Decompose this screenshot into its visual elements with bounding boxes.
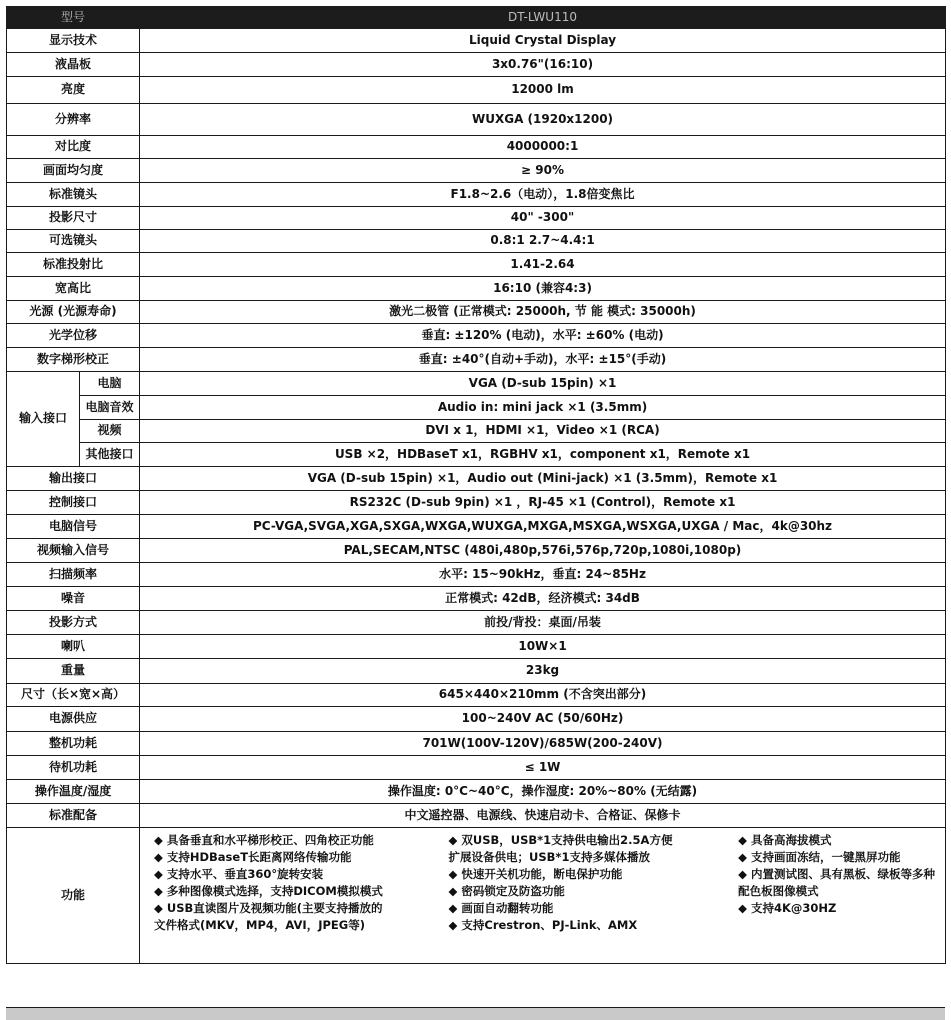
spec-label: 控制接口	[7, 491, 140, 515]
spec-label: 分辨率	[7, 104, 140, 136]
spec-label: 标准投射比	[7, 253, 140, 277]
features-row	[7, 828, 946, 964]
spec-value: 垂直: ±120% (电动)，水平: ±60% (电动)	[140, 324, 946, 348]
features-columns	[144, 828, 941, 934]
spec-value: ≥ 90%	[140, 159, 946, 183]
feature-item: ◆ 支持HDBaseT长距离网络传输功能	[154, 850, 352, 864]
spec-value: 10W×1	[140, 635, 946, 659]
spec-label: 亮度	[7, 77, 140, 104]
spec-label: 喇叭	[7, 635, 140, 659]
spec-row	[7, 301, 946, 324]
spec-value: PAL,SECAM,NTSC (480i,480p,576i,576p,720p,1080i,1080p)	[140, 539, 946, 563]
spec-label: 数字梯形校正	[7, 348, 140, 372]
feature-item: ◆ 具备高海拔模式	[738, 833, 832, 847]
feature-item: ◆ 画面自动翻转功能	[448, 901, 554, 915]
spec-label: 扫描频率	[7, 563, 140, 587]
spec-value: 水平: 15~90kHz，垂直: 24~85Hz	[140, 563, 946, 587]
spec-row	[7, 104, 946, 136]
spec-row	[7, 183, 946, 207]
header-label: 型号	[7, 7, 140, 29]
spec-value: VGA (D-sub 15pin) ×1，Audio out (Mini-jack) ×1 (3.5mm)，Remote x1	[140, 467, 946, 491]
spec-value: WUXGA (1920x1200)	[140, 104, 946, 136]
spec-row	[7, 659, 946, 684]
spec-label: 可选镜头	[7, 230, 140, 253]
spec-value: 701W(100V-120V)/685W(200-240V)	[140, 732, 946, 756]
spec-value: 操作温度: 0°C~40°C，操作湿度: 20%~80% (无结露)	[140, 780, 946, 804]
spec-label: 液晶板	[7, 53, 140, 77]
input-row	[7, 396, 946, 420]
spec-row	[7, 732, 946, 756]
input-value: USB ×2，HDBaseT x1，RGBHV x1，component x1，Remote x1	[140, 443, 946, 467]
input-value: Audio in: mini jack ×1 (3.5mm)	[140, 396, 946, 420]
spec-row	[7, 77, 946, 104]
footer-bar	[6, 1007, 945, 1020]
spec-row	[7, 277, 946, 301]
spec-label: 视频输入信号	[7, 539, 140, 563]
spec-value: ≤ 1W	[140, 756, 946, 780]
spec-value: 40" -300"	[140, 207, 946, 230]
spec-value: 正常模式: 42dB，经济模式: 34dB	[140, 587, 946, 611]
features-col2	[449, 832, 673, 934]
feature-item: ◆ 具备垂直和水平梯形校正、四角校正功能	[154, 833, 374, 847]
spec-label: 画面均匀度	[7, 159, 140, 183]
feature-item: ◆ 支持水平、垂直360°旋转安装	[154, 867, 324, 881]
spec-row	[7, 756, 946, 780]
feature-item: ◆ 支持4K@30HZ	[738, 901, 837, 915]
model-name: DT-LWU110	[140, 7, 946, 29]
input-sub-label: 电脑音效	[80, 396, 140, 420]
spec-value: 16:10 (兼容4:3)	[140, 277, 946, 301]
spec-value: 4000000:1	[140, 136, 946, 159]
spec-label: 显示技术	[7, 29, 140, 53]
feature-item: ◆ 支持Crestron、PJ-Link、AMX	[448, 918, 638, 932]
spec-row	[7, 635, 946, 659]
spec-row	[7, 230, 946, 253]
spec-row	[7, 324, 946, 348]
feature-item: 文件格式(MKV，MP4，AVI，JPEG等)	[154, 918, 365, 932]
spec-row	[7, 136, 946, 159]
spec-value: 垂直: ±40°(自动+手动)，水平: ±15°(手动)	[140, 348, 946, 372]
spec-label: 待机功耗	[7, 756, 140, 780]
spec-label: 输出接口	[7, 467, 140, 491]
feature-item: ◆ 快速开关机功能，断电保护功能	[448, 867, 623, 881]
spec-row	[7, 159, 946, 183]
feature-item: 配色板图像模式	[738, 884, 819, 898]
spec-value: RS232C (D-sub 9pin) ×1 ，RJ-45 ×1 (Control)，Remote x1	[140, 491, 946, 515]
spec-value: 激光二极管 (正常模式: 25000h, 节 能 模式: 35000h)	[140, 301, 946, 324]
spec-value: 23kg	[140, 659, 946, 684]
spec-value: 100~240V AC (50/60Hz)	[140, 707, 946, 732]
spec-row	[7, 611, 946, 635]
spec-value: 645×440×210mm (不含突出部分)	[140, 684, 946, 707]
spec-value: 12000 lm	[140, 77, 946, 104]
spec-label: 尺寸（长×宽×高）	[7, 684, 140, 707]
input-value: DVI x 1，HDMI ×1，Video ×1 (RCA)	[140, 420, 946, 443]
header-row	[7, 7, 946, 29]
spec-row	[7, 563, 946, 587]
spec-label: 宽高比	[7, 277, 140, 301]
spec-label: 投影尺寸	[7, 207, 140, 230]
input-row	[7, 420, 946, 443]
spec-label: 光源 (光源寿命)	[7, 301, 140, 324]
spec-label: 光学位移	[7, 324, 140, 348]
feature-item: ◆ 双USB，USB*1支持供电输出2.5A方便	[448, 833, 673, 847]
feature-item: ◆ 多种图像模式选择，支持DICOM模拟模式	[154, 884, 383, 898]
spec-value: 中文遥控器、电源线、快速启动卡、合格证、保修卡	[140, 804, 946, 828]
input-sub-label: 视频	[80, 420, 140, 443]
spec-label: 对比度	[7, 136, 140, 159]
features-col3	[738, 832, 935, 934]
spec-label: 噪音	[7, 587, 140, 611]
spec-label: 操作温度/湿度	[7, 780, 140, 804]
input-sub-label: 其他接口	[80, 443, 140, 467]
spec-row	[7, 207, 946, 230]
spec-row	[7, 53, 946, 77]
feature-item: ◆ 密码锁定及防盗功能	[448, 884, 565, 898]
spec-value: 1.41-2.64	[140, 253, 946, 277]
input-value: VGA (D-sub 15pin) ×1	[140, 372, 946, 396]
spec-row	[7, 515, 946, 539]
spec-label: 投影方式	[7, 611, 140, 635]
spec-value: Liquid Crystal Display	[140, 29, 946, 53]
input-row	[7, 443, 946, 467]
spec-label: 整机功耗	[7, 732, 140, 756]
spec-value: 3x0.76"(16:10)	[140, 53, 946, 77]
spec-row	[7, 684, 946, 707]
spec-value: PC-VGA,SVGA,XGA,SXGA,WXGA,WUXGA,MXGA,MSXGA,WSXGA,UXGA / Mac，4k@30hz	[140, 515, 946, 539]
feature-item: 扩展设备供电；USB*1支持多媒体播放	[448, 850, 650, 864]
spec-row	[7, 253, 946, 277]
spec-label: 电源供应	[7, 707, 140, 732]
spec-row	[7, 348, 946, 372]
input-group-label: 输入接口	[7, 372, 80, 467]
spec-row	[7, 467, 946, 491]
input-row	[7, 372, 946, 396]
spec-row	[7, 780, 946, 804]
spec-row	[7, 539, 946, 563]
feature-item: ◆ 支持画面冻结，一键黑屏功能	[738, 850, 901, 864]
spec-table	[6, 6, 946, 964]
spec-row	[7, 707, 946, 732]
spec-value: 前投/背投：桌面/吊装	[140, 611, 946, 635]
spec-row	[7, 491, 946, 515]
spec-label: 电脑信号	[7, 515, 140, 539]
spec-row	[7, 804, 946, 828]
spec-label: 重量	[7, 659, 140, 684]
spec-value: F1.8~2.6（电动），1.8倍变焦比	[140, 183, 946, 207]
spec-label: 标准镜头	[7, 183, 140, 207]
feature-item: ◆ 内置测试图、具有黑板、绿板等多种	[738, 867, 935, 881]
features-label: 功能	[7, 828, 140, 964]
features-col1	[154, 832, 383, 934]
input-sub-label: 电脑	[80, 372, 140, 396]
spec-row	[7, 587, 946, 611]
spec-sheet	[6, 6, 945, 1020]
features-value	[140, 828, 946, 964]
spec-row	[7, 29, 946, 53]
spec-label: 标准配备	[7, 804, 140, 828]
feature-item: ◆ USB直读图片及视频功能(主要支持播放的	[154, 901, 383, 915]
spec-value: 0.8:1 2.7~4.4:1	[140, 230, 946, 253]
